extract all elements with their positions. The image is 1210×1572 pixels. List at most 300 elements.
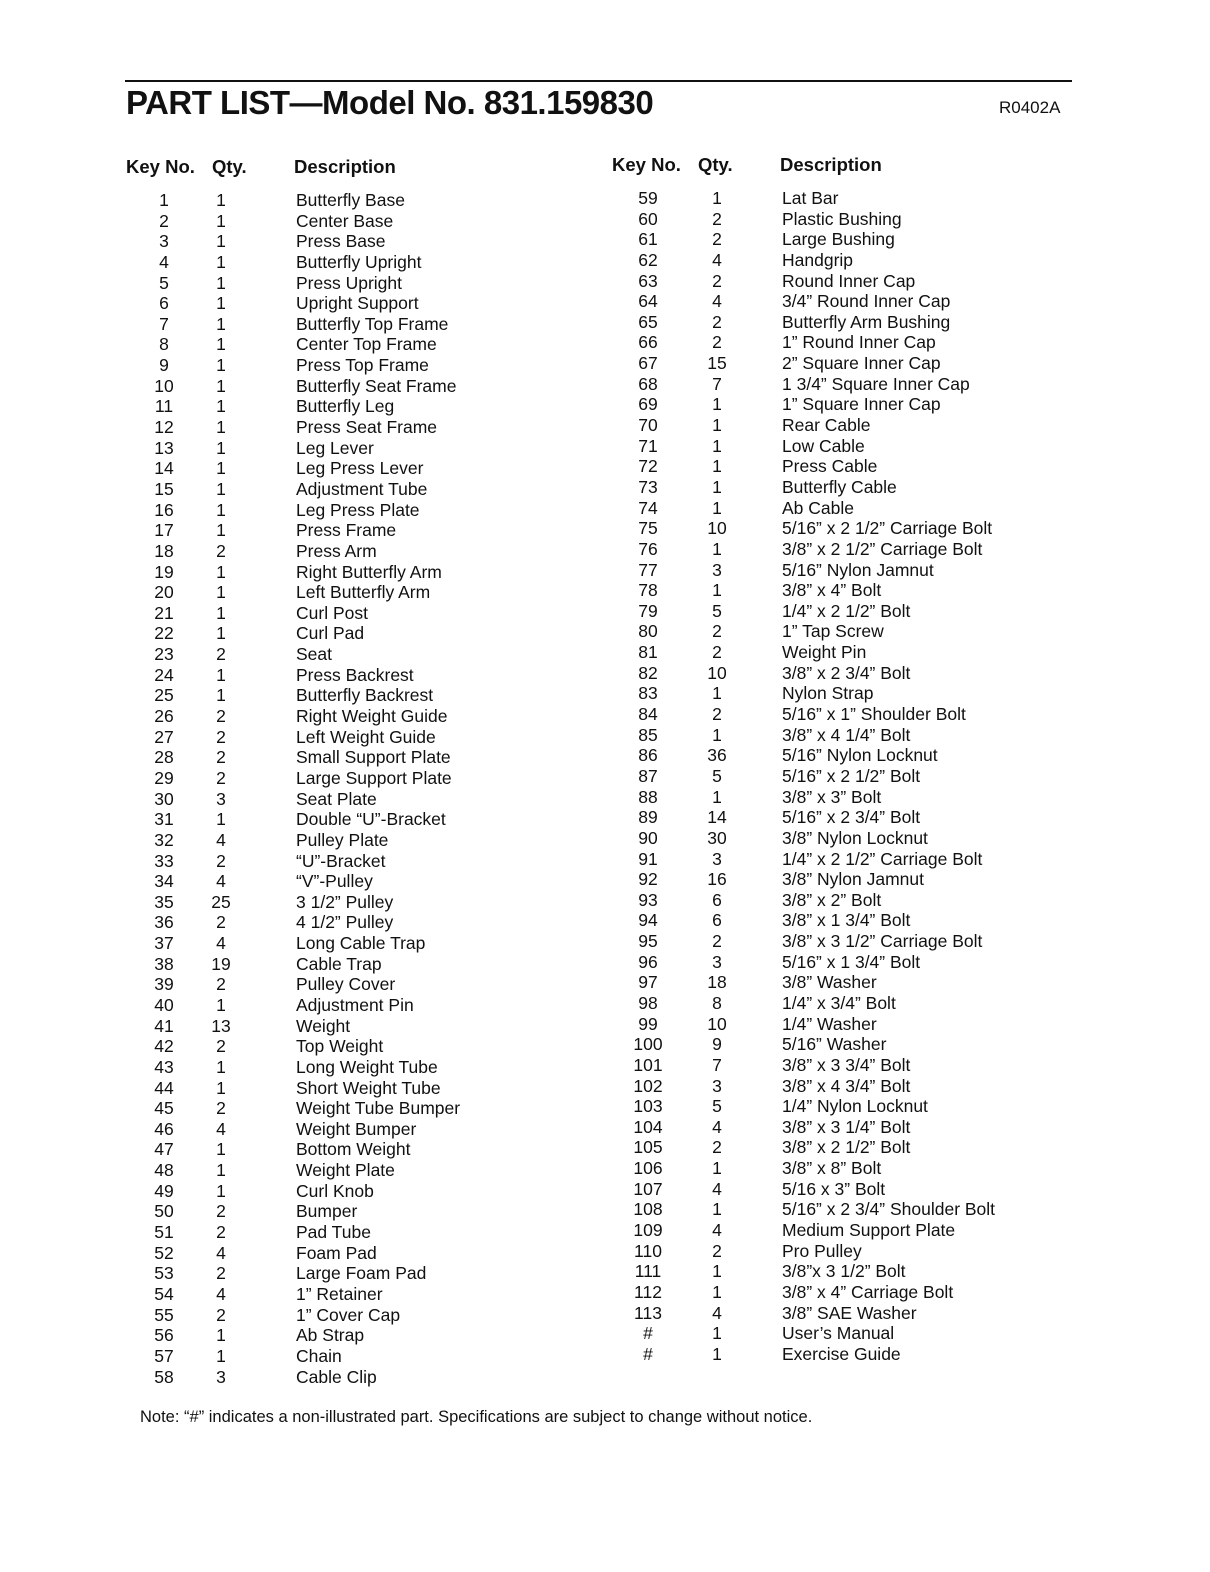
part-qty: 1 — [712, 1158, 722, 1179]
part-key-no: 97 — [638, 972, 658, 993]
part-qty: 2 — [216, 1098, 226, 1119]
part-key-no: 35 — [154, 891, 174, 912]
part-key-no: 51 — [154, 1222, 174, 1243]
part-qty: 2 — [712, 229, 722, 250]
part-description: 5/16” x 2 3/4” Bolt — [782, 807, 921, 828]
part-qty: 25 — [211, 891, 231, 912]
part-row — [610, 1096, 1080, 1117]
part-description: 5/16” x 1” Shoulder Bolt — [782, 704, 966, 725]
part-description: 5/16 x 3” Bolt — [782, 1178, 886, 1199]
part-key-no: 92 — [638, 869, 658, 890]
part-row — [126, 314, 596, 335]
part-qty: 1 — [216, 458, 226, 479]
part-key-no: 5 — [159, 272, 169, 293]
part-description: 5/16” x 2 1/2” Bolt — [782, 765, 921, 786]
part-qty: 2 — [216, 850, 226, 871]
part-key-no: 112 — [634, 1281, 662, 1302]
part-row — [126, 871, 596, 892]
part-description: Butterfly Arm Bushing — [782, 311, 951, 332]
part-row — [126, 1181, 596, 1202]
part-row — [126, 1325, 596, 1346]
part-row — [610, 1241, 1080, 1262]
part-qty: 30 — [707, 827, 727, 848]
part-description: Weight Tube Bumper — [296, 1098, 461, 1119]
part-key-no: 28 — [154, 747, 174, 768]
part-key-no: 10 — [154, 375, 174, 396]
part-row — [610, 353, 1080, 374]
part-key-no: 7 — [159, 313, 169, 334]
part-qty: 1 — [216, 582, 226, 603]
part-key-no: 86 — [638, 745, 658, 766]
part-row — [126, 562, 596, 583]
part-description: Long Weight Tube — [296, 1056, 438, 1077]
description-header: Description — [294, 156, 396, 177]
part-key-no: 99 — [638, 1013, 658, 1034]
part-key-no: 100 — [633, 1034, 663, 1055]
part-row — [610, 725, 1080, 746]
part-qty: 4 — [712, 1178, 722, 1199]
part-description: Large Bushing — [782, 229, 895, 250]
part-row — [126, 231, 596, 252]
part-qty: 1 — [712, 538, 722, 559]
part-key-no: 11 — [154, 396, 174, 417]
part-key-no: 33 — [154, 850, 174, 871]
part-row — [126, 809, 596, 830]
part-qty: 1 — [712, 683, 722, 704]
part-qty: 2 — [712, 270, 722, 291]
part-row — [610, 229, 1080, 250]
part-description: 2” Square Inner Cap — [782, 353, 941, 374]
part-row — [610, 1199, 1080, 1220]
part-description: Medium Support Plate — [782, 1220, 956, 1241]
part-description: Press Base — [296, 231, 386, 252]
qty-header: Qty. — [212, 156, 247, 177]
part-description: Pad Tube — [296, 1222, 371, 1243]
part-key-no: 32 — [154, 829, 174, 850]
part-qty: 1 — [216, 602, 226, 623]
part-row — [610, 291, 1080, 312]
part-description: Adjustment Pin — [296, 994, 414, 1015]
part-key-no: 98 — [638, 992, 658, 1013]
part-description: Chain — [296, 1345, 342, 1366]
part-row — [610, 601, 1080, 622]
part-key-no: 95 — [638, 931, 658, 952]
part-row — [126, 747, 596, 768]
part-qty: 2 — [712, 931, 722, 952]
key-no-header: Key No. — [126, 156, 195, 177]
part-qty: 1 — [216, 994, 226, 1015]
part-key-no: 1 — [159, 190, 169, 210]
part-qty: 19 — [211, 953, 231, 974]
part-description: Press Upright — [296, 272, 403, 293]
part-key-no: 38 — [154, 953, 174, 974]
part-description: Low Cable — [782, 435, 865, 456]
part-description: 3/8” x 2” Bolt — [782, 889, 882, 910]
part-description: Seat Plate — [296, 788, 377, 809]
part-description: 3/8” x 4” Carriage Bolt — [782, 1281, 954, 1302]
part-qty: 1 — [712, 580, 722, 601]
column-header — [126, 152, 596, 190]
part-qty: 2 — [216, 706, 226, 727]
title-rule — [125, 80, 1072, 82]
part-qty: 1 — [712, 497, 722, 518]
part-qty: 1 — [216, 396, 226, 417]
part-qty: 7 — [712, 373, 722, 394]
part-qty: 2 — [216, 540, 226, 561]
part-key-no: 106 — [633, 1158, 663, 1179]
part-row — [126, 830, 596, 851]
part-description: Cable Clip — [296, 1366, 377, 1387]
part-description: 3/8” Nylon Jamnut — [782, 869, 925, 890]
part-description: Pulley Plate — [296, 829, 389, 850]
part-description: 1” Tap Screw — [782, 621, 884, 642]
part-qty: 8 — [712, 992, 722, 1013]
part-row — [610, 1014, 1080, 1035]
part-qty: 13 — [211, 1015, 231, 1036]
part-qty: 1 — [216, 1139, 226, 1160]
part-row — [610, 828, 1080, 849]
description-header: Description — [780, 154, 882, 175]
part-description: 1/4” x 2 1/2” Bolt — [782, 600, 911, 621]
part-qty: 1 — [216, 251, 226, 272]
part-key-no: 52 — [154, 1242, 174, 1263]
part-row — [610, 766, 1080, 787]
part-key-no: 53 — [154, 1263, 174, 1284]
part-row — [126, 1284, 596, 1305]
part-row — [126, 1016, 596, 1037]
part-row — [610, 374, 1080, 395]
part-description: 3/8” x 2 1/2” Carriage Bolt — [782, 538, 983, 559]
part-description: Butterfly Leg — [296, 396, 395, 417]
footnote: Note: “#” indicates a non-illustrated part. Specifications are subject to change without notice. — [140, 1408, 813, 1426]
document-code: R0402A — [999, 98, 1061, 117]
part-qty: 1 — [216, 478, 226, 499]
part-description: Small Support Plate — [296, 747, 451, 768]
part-row — [610, 787, 1080, 808]
part-key-no: 59 — [638, 188, 658, 208]
part-qty: 1 — [216, 313, 226, 334]
part-key-no: 77 — [638, 559, 658, 580]
part-row — [610, 332, 1080, 353]
part-qty: 2 — [216, 644, 226, 665]
part-qty: 2 — [216, 1201, 226, 1222]
part-row — [126, 1346, 596, 1367]
part-description: Butterfly Seat Frame — [296, 375, 457, 396]
part-key-no: 34 — [154, 871, 174, 892]
part-key-no: 55 — [154, 1304, 174, 1325]
part-row — [610, 436, 1080, 457]
part-description: Butterfly Cable — [782, 476, 897, 497]
part-key-no: 50 — [154, 1201, 174, 1222]
part-row — [126, 541, 596, 562]
part-key-no: 63 — [638, 270, 658, 291]
part-key-no: 24 — [154, 664, 174, 685]
part-description: 5/16” Washer — [782, 1034, 887, 1055]
part-row — [610, 580, 1080, 601]
part-key-no: 89 — [638, 807, 658, 828]
part-row — [126, 768, 596, 789]
part-description: 1 3/4” Square Inner Cap — [782, 373, 970, 394]
part-key-no: # — [643, 1343, 653, 1364]
part-description: 3/4” Round Inner Cap — [782, 291, 951, 312]
part-description: 5/16” x 2 3/4” Shoulder Bolt — [782, 1199, 996, 1220]
part-row — [610, 1034, 1080, 1055]
part-qty: 1 — [216, 355, 226, 376]
part-row — [610, 539, 1080, 560]
part-qty: 1 — [712, 1343, 722, 1364]
part-key-no: 60 — [638, 208, 658, 229]
part-key-no: 79 — [638, 600, 658, 621]
part-key-no: 90 — [638, 827, 658, 848]
part-key-no: 45 — [154, 1098, 174, 1119]
part-qty: 1 — [216, 499, 226, 520]
part-row — [610, 498, 1080, 519]
part-description: Upright Support — [296, 293, 419, 314]
part-row — [126, 458, 596, 479]
part-key-no: 9 — [159, 355, 169, 376]
part-description: Short Weight Tube — [296, 1077, 441, 1098]
part-row — [126, 1305, 596, 1326]
part-key-no: 80 — [638, 621, 658, 642]
part-row — [610, 312, 1080, 333]
part-row — [610, 415, 1080, 436]
parts-list-left — [126, 190, 596, 1387]
part-row — [610, 271, 1080, 292]
part-row — [126, 892, 596, 913]
part-row — [610, 1137, 1080, 1158]
part-key-no: 103 — [633, 1096, 663, 1117]
part-qty: 1 — [712, 394, 722, 415]
part-row — [126, 252, 596, 273]
part-key-no: 30 — [154, 788, 174, 809]
part-key-no: 31 — [154, 809, 174, 830]
part-key-no: 88 — [638, 786, 658, 807]
part-description: Butterfly Top Frame — [296, 313, 449, 334]
part-description: 1/4” x 3/4” Bolt — [782, 992, 896, 1013]
part-row — [126, 211, 596, 232]
part-description: Large Support Plate — [296, 767, 452, 788]
part-qty: 2 — [712, 208, 722, 229]
part-row — [610, 1344, 1080, 1365]
part-description: Exercise Guide — [782, 1343, 901, 1364]
part-key-no: 25 — [154, 685, 174, 706]
part-qty: 15 — [707, 353, 727, 374]
part-key-no: 19 — [154, 561, 174, 582]
part-description: Weight Bumper — [296, 1118, 417, 1139]
part-description: 3/8” x 3 3/4” Bolt — [782, 1054, 911, 1075]
part-row — [126, 1057, 596, 1078]
part-row — [610, 477, 1080, 498]
part-qty: 4 — [216, 933, 226, 954]
part-key-no: 41 — [154, 1015, 174, 1036]
part-row — [126, 685, 596, 706]
part-description: 1” Cover Cap — [296, 1304, 401, 1325]
part-key-no: 15 — [154, 478, 174, 499]
part-qty: 10 — [707, 662, 727, 683]
part-qty: 4 — [712, 291, 722, 312]
part-qty: 1 — [712, 415, 722, 436]
part-row — [610, 1179, 1080, 1200]
part-description: Rear Cable — [782, 415, 871, 436]
part-key-no: 67 — [638, 353, 658, 374]
part-qty: 1 — [216, 1325, 226, 1346]
part-qty: 1 — [216, 685, 226, 706]
part-row — [610, 972, 1080, 993]
part-description: Adjustment Tube — [296, 478, 428, 499]
part-qty: 1 — [216, 1345, 226, 1366]
part-key-no: 61 — [638, 229, 658, 250]
part-row — [610, 621, 1080, 642]
part-qty: 1 — [712, 1281, 722, 1302]
part-key-no: 69 — [638, 394, 658, 415]
qty-header: Qty. — [698, 154, 733, 175]
part-qty: 1 — [216, 293, 226, 314]
part-key-no: 16 — [154, 499, 174, 520]
part-qty: 2 — [216, 1304, 226, 1325]
part-qty: 2 — [216, 1222, 226, 1243]
part-qty: 1 — [216, 272, 226, 293]
part-row — [126, 995, 596, 1016]
part-key-no: 84 — [638, 704, 658, 725]
part-row — [610, 993, 1080, 1014]
part-qty: 1 — [216, 190, 226, 210]
part-row — [126, 665, 596, 686]
part-key-no: 75 — [638, 518, 658, 539]
part-row — [610, 456, 1080, 477]
part-key-no: 104 — [633, 1116, 663, 1137]
part-row — [610, 807, 1080, 828]
part-key-no: 43 — [154, 1056, 174, 1077]
key-no-header: Key No. — [612, 154, 681, 175]
part-key-no: 3 — [159, 231, 169, 252]
part-row — [126, 933, 596, 954]
part-key-no: 42 — [154, 1036, 174, 1057]
part-row — [126, 644, 596, 665]
part-description: Double “U”-Bracket — [296, 809, 446, 830]
part-qty: 4 — [216, 1242, 226, 1263]
part-description: Cable Trap — [296, 953, 382, 974]
part-description: Right Butterfly Arm — [296, 561, 442, 582]
part-qty: 1 — [712, 1261, 722, 1282]
part-qty: 3 — [712, 559, 722, 580]
part-qty: 5 — [712, 765, 722, 786]
part-key-no: 73 — [638, 476, 658, 497]
part-description: Ab Cable — [782, 497, 854, 518]
part-key-no: 85 — [638, 724, 658, 745]
part-row — [610, 560, 1080, 581]
part-row — [610, 1303, 1080, 1324]
part-description: 3/8” x 8” Bolt — [782, 1158, 882, 1179]
page-title: PART LIST—Model No. 831.159830 — [126, 84, 654, 121]
part-description: Leg Press Lever — [296, 458, 424, 479]
part-qty: 1 — [216, 437, 226, 458]
part-description: 1/4” Nylon Locknut — [782, 1096, 928, 1117]
part-row — [126, 974, 596, 995]
part-qty: 10 — [707, 1013, 727, 1034]
part-key-no: 58 — [154, 1366, 174, 1387]
part-row — [610, 1220, 1080, 1241]
part-qty: 2 — [216, 1036, 226, 1057]
part-qty: 4 — [712, 1116, 722, 1137]
part-row — [126, 438, 596, 459]
part-key-no: 27 — [154, 726, 174, 747]
part-row — [126, 396, 596, 417]
part-description: 1/4” x 2 1/2” Carriage Bolt — [782, 848, 983, 869]
part-row — [126, 1201, 596, 1222]
part-qty: 1 — [712, 476, 722, 497]
part-row — [126, 623, 596, 644]
part-description: Press Top Frame — [296, 355, 429, 376]
part-description: 5/16” Nylon Locknut — [782, 745, 938, 766]
part-qty: 6 — [712, 910, 722, 931]
part-qty: 1 — [216, 231, 226, 252]
part-description: Weight Plate — [296, 1160, 395, 1181]
part-key-no: 8 — [159, 334, 169, 355]
part-row — [610, 890, 1080, 911]
part-key-no: 93 — [638, 889, 658, 910]
part-row — [126, 273, 596, 294]
part-qty: 2 — [216, 747, 226, 768]
part-key-no: 105 — [633, 1137, 663, 1158]
part-key-no: 108 — [633, 1199, 663, 1220]
part-description: Butterfly Upright — [296, 251, 422, 272]
part-description: 3/8”x 3 1/2” Bolt — [782, 1261, 906, 1282]
part-description: Long Cable Trap — [296, 933, 426, 954]
part-row — [610, 910, 1080, 931]
part-qty: 1 — [712, 435, 722, 456]
part-row — [610, 663, 1080, 684]
part-row — [126, 500, 596, 521]
part-qty: 1 — [712, 188, 722, 208]
part-qty: 9 — [712, 1034, 722, 1055]
part-description: Butterfly Base — [296, 190, 405, 210]
part-description: Press Seat Frame — [296, 417, 438, 438]
part-description: Handgrip — [782, 249, 854, 270]
part-key-no: 76 — [638, 538, 658, 559]
part-description: 1” Square Inner Cap — [782, 394, 941, 415]
part-row — [126, 706, 596, 727]
part-description: 3/8” x 1 3/4” Bolt — [782, 910, 911, 931]
part-key-no: 91 — [638, 848, 658, 869]
part-description: Plastic Bushing — [782, 208, 902, 229]
part-row — [610, 745, 1080, 766]
part-key-no: 62 — [638, 249, 658, 270]
part-key-no: 49 — [154, 1180, 174, 1201]
part-description: Curl Knob — [296, 1180, 374, 1201]
part-row — [126, 582, 596, 603]
part-description: Top Weight — [296, 1036, 384, 1057]
part-row — [126, 334, 596, 355]
part-qty: 2 — [216, 1263, 226, 1284]
part-key-no: 81 — [638, 642, 658, 663]
part-description: Left Butterfly Arm — [296, 582, 431, 603]
part-row — [126, 954, 596, 975]
part-qty: 2 — [216, 974, 226, 995]
part-key-no: 22 — [154, 623, 174, 644]
part-description: Seat — [296, 644, 332, 665]
part-description: Press Arm — [296, 540, 377, 561]
part-key-no: 29 — [154, 767, 174, 788]
part-qty: 2 — [712, 1240, 722, 1261]
part-description: Curl Pad — [296, 623, 365, 644]
part-description: 3/8” Nylon Locknut — [782, 827, 928, 848]
part-qty: 2 — [216, 726, 226, 747]
parts-column-right — [610, 150, 1080, 1365]
part-qty: 2 — [712, 1137, 722, 1158]
part-key-no: 2 — [159, 210, 169, 231]
part-row — [126, 190, 596, 211]
part-key-no: 96 — [638, 951, 658, 972]
